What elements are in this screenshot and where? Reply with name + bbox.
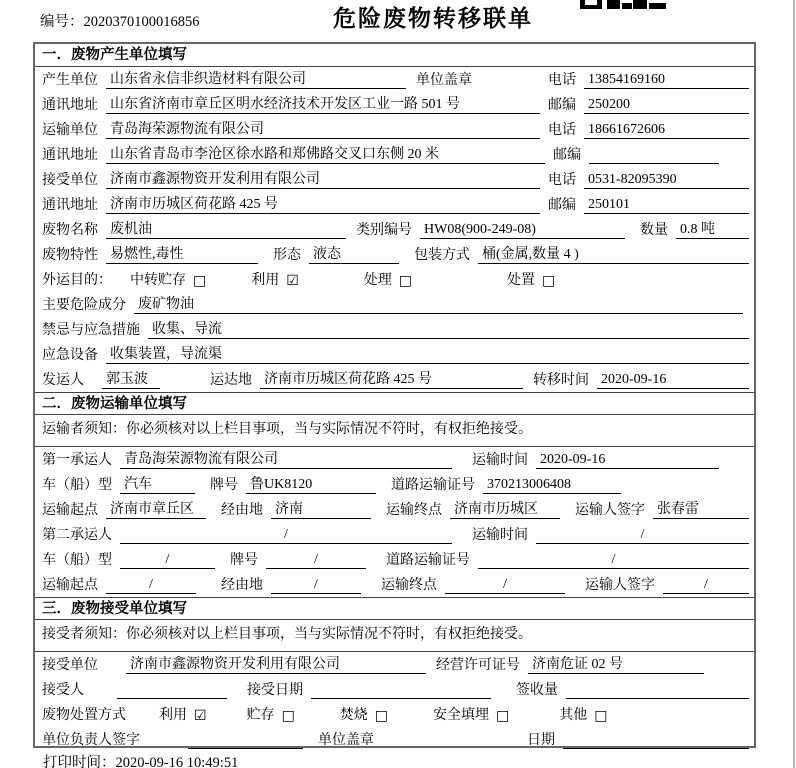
waste-property-label: 废物特性 (42, 248, 98, 263)
producer-address-value: 山东省济南市章丘区明水经济技术开发区工业一路 501 号 (106, 93, 540, 114)
packing-label: 包装方式 (414, 248, 470, 263)
checkbox-unchecked-icon[interactable]: □ (398, 273, 413, 289)
receiver-address-label: 通讯地址 (42, 198, 98, 213)
disposal-method-label: 废物处置方式 (42, 708, 126, 723)
disposal-option-incinerate (340, 704, 388, 724)
disposal-option-storage (247, 704, 295, 724)
disposal-option-recycle (159, 704, 207, 724)
road-license-value: / (478, 552, 749, 569)
checkbox-checked-icon[interactable]: ☑ (194, 708, 207, 724)
row-receiver (35, 167, 754, 192)
carrier-sign-value: 张春雷 (653, 498, 749, 519)
vehicle-type-label: 车（船）型 (42, 478, 112, 493)
accept-unit-value: 济南市鑫源物资开发利用有限公司 (126, 653, 426, 674)
route-end-value: 济南市历城区 (450, 498, 560, 519)
route-via-value: 济南 (271, 498, 371, 519)
row-accept-unit (35, 652, 754, 677)
transporter-address-label: 通讯地址 (42, 148, 98, 163)
checkbox-unchecked-icon[interactable]: □ (193, 273, 207, 289)
section2-title: 二．废物运输单位填写 (35, 392, 754, 415)
section2-notice: 运输者须知：你必须核对以上栏目事项，当与实际情况不符时，有权拒绝接受。 (35, 415, 754, 447)
row-emergency-equipment (35, 342, 754, 367)
producer-seal-label: 单位盖章 (416, 73, 472, 88)
receiver-value: 济南市鑫源物资开发利用有限公司 (106, 168, 540, 189)
receiver-phone-label: 电话 (548, 173, 576, 188)
row-vehicle-1 (35, 472, 754, 497)
vehicle-type-value: 汽车 (120, 473, 195, 494)
row-main-hazard (35, 292, 754, 317)
responsible-sign-label: 单位负责人签字 (42, 733, 140, 748)
row-vehicle-2 (35, 547, 754, 572)
disposal-option-other (559, 704, 607, 724)
plate-value: 鲁UK8120 (246, 473, 376, 494)
transporter-phone-value: 18661672606 (584, 122, 749, 139)
row-transporter (35, 117, 754, 142)
recipient-value (117, 698, 227, 699)
road-license-value: 370213006408 (483, 477, 621, 494)
row-responsible-signature (35, 727, 754, 752)
purpose-option-label: 处理 (363, 273, 392, 288)
first-carrier-label: 第一承运人 (42, 453, 112, 468)
transporter-zip-value (589, 163, 719, 164)
qr-block (585, 0, 597, 5)
received-amount-value (566, 698, 749, 699)
plate-label: 牌号 (210, 478, 238, 493)
row-producer (35, 67, 754, 92)
shipper-value: 郭玉波 (102, 368, 160, 389)
emergency-measures-value: 收集、导流 (148, 318, 749, 339)
route-via-label: 经由地 (221, 503, 263, 518)
transfer-time-label: 转移时间 (533, 373, 589, 388)
receiver-label: 接受单位 (42, 173, 98, 188)
section3-title: 三．废物接受单位填写 (35, 597, 754, 620)
route-via-value: / (271, 577, 361, 594)
purpose-option-recycle (251, 269, 299, 289)
vehicle-type-label: 车（船）型 (42, 553, 112, 568)
checkbox-checked-icon[interactable]: ☑ (286, 273, 299, 289)
operating-license-label: 经营许可证号 (436, 658, 520, 673)
qr-code-fragment-icon (580, 0, 670, 10)
purpose-label: 外运目的： (42, 273, 112, 288)
shipper-label: 发运人 (42, 373, 84, 388)
doc-number-label: 编号： (40, 14, 84, 30)
row-route-1 (35, 497, 754, 522)
second-carrier-label: 第二承运人 (42, 528, 112, 543)
transporter-label: 运输单位 (42, 123, 98, 138)
transport-time-label: 运输时间 (472, 528, 528, 543)
row-transfer-purpose (35, 267, 754, 292)
route-end-label: 运输终点 (381, 578, 437, 593)
destination-value: 济南市历城区荷花路 425 号 (260, 368, 523, 389)
route-end-value: / (445, 577, 565, 594)
carrier-sign-label: 运输人签字 (585, 578, 655, 593)
row-shipper (35, 367, 754, 392)
waste-name-value: 废机油 (106, 218, 346, 239)
row-waste-property (35, 242, 754, 267)
transporter-phone-label: 电话 (548, 123, 576, 138)
disposal-option-label: 安全填埋 (433, 708, 490, 723)
received-amount-label: 签收量 (516, 683, 558, 698)
waste-property-value: 易燃性,毒性 (106, 243, 258, 264)
row-route-2 (35, 572, 754, 597)
purpose-option-label: 处置 (507, 273, 536, 288)
first-carrier-value: 青岛海荣源物流有限公司 (120, 448, 452, 469)
row-recipient (35, 677, 754, 702)
section3-notice: 接受者须知：你必须核对以上栏目事项，当与实际情况不符时，有权拒绝接受。 (35, 620, 754, 652)
row-waste-name (35, 217, 754, 242)
transfer-time-value: 2020-09-16 (597, 372, 749, 389)
row-emergency-measures (35, 317, 754, 342)
page-title: 危险废物转移联单 (333, 5, 533, 31)
purpose-option-dispose (507, 269, 555, 289)
row-second-carrier (35, 522, 754, 547)
waste-name-label: 废物名称 (42, 223, 98, 238)
category-label: 类别编号 (356, 223, 412, 238)
producer-label: 产生单位 (42, 73, 98, 88)
category-value: HW08(900-249-08) (420, 222, 625, 239)
receiver-phone-value: 0531-82095390 (584, 172, 749, 189)
producer-address-label: 通讯地址 (42, 98, 98, 113)
main-hazard-value: 废矿物油 (134, 293, 743, 314)
receiver-address-value: 济南市历城区荷花路 425 号 (106, 193, 540, 214)
accept-date-value (311, 698, 491, 699)
road-license-label: 道路运输证号 (386, 553, 470, 568)
carrier-sign-label: 运输人签字 (575, 503, 645, 518)
transporter-address-value: 山东省青岛市李沧区徐水路和郑佛路交叉口东侧 20 米 (106, 143, 545, 164)
road-license-label: 道路运输证号 (391, 478, 475, 493)
page-edge-line (793, 0, 795, 768)
transport-time-label: 运输时间 (472, 453, 528, 468)
disposal-option-label: 焚烧 (339, 708, 368, 723)
receiver-zip-value: 250101 (584, 197, 749, 214)
vehicle-type-value: / (120, 552, 215, 569)
producer-zip-label: 邮编 (548, 98, 576, 113)
row-first-carrier (35, 447, 754, 472)
transporter-value: 青岛海荣源物流有限公司 (106, 118, 540, 139)
form-value: 液态 (309, 243, 399, 264)
purpose-option-treat (364, 269, 412, 289)
route-via-label: 经由地 (221, 578, 263, 593)
print-time: 打印时间：2020-09-16 10:49:51 (43, 755, 239, 768)
operating-license-value: 济南危证 02 号 (528, 653, 704, 674)
section1-title: 一．废物产生单位填写 (35, 44, 754, 67)
producer-value: 山东省永信非织造材料有限公司 (106, 68, 406, 89)
packing-value: 桶(金属,数量 4 ) (478, 243, 749, 264)
plate-value: / (266, 552, 366, 569)
date-value (563, 748, 749, 749)
route-start-value: / (106, 577, 196, 594)
qr-block (607, 0, 620, 9)
route-start-label: 运输起点 (42, 503, 98, 518)
row-disposal-method (35, 702, 754, 727)
unit-seal-label: 单位盖章 (318, 733, 374, 748)
main-hazard-label: 主要危险成分 (42, 298, 126, 313)
disposal-option-label: 贮存 (246, 708, 275, 723)
disposal-option-landfill (433, 704, 509, 724)
responsible-sign-value (188, 748, 303, 749)
checkbox-unchecked-icon[interactable]: □ (281, 708, 295, 724)
emergency-equipment-label: 应急设备 (42, 348, 98, 363)
purpose-option-label: 中转贮存 (130, 273, 186, 288)
destination-label: 运达地 (210, 373, 252, 388)
plate-label: 牌号 (230, 553, 258, 568)
second-carrier-value: / (120, 527, 452, 544)
checkbox-unchecked-icon[interactable]: □ (594, 708, 608, 724)
row-producer-address (35, 92, 754, 117)
checkbox-unchecked-icon[interactable]: □ (496, 708, 510, 724)
checkbox-unchecked-icon[interactable]: □ (374, 708, 389, 724)
route-start-value: 济南市章丘区 (106, 498, 206, 519)
receiver-zip-label: 邮编 (548, 198, 576, 213)
emergency-equipment-value: 收集装置，导流渠 (106, 343, 749, 364)
route-end-label: 运输终点 (386, 503, 442, 518)
checkbox-unchecked-icon[interactable]: □ (542, 273, 556, 289)
row-transporter-address (35, 142, 754, 167)
manifest-form-table (33, 42, 756, 748)
purpose-option-storage (130, 269, 206, 289)
doc-number (40, 10, 200, 31)
disposal-option-label: 利用 (159, 708, 187, 723)
date-label: 日期 (527, 733, 555, 748)
disposal-option-label: 其他 (559, 708, 588, 723)
doc-number-value: 2020370100016856 (83, 14, 200, 30)
row-receiver-address (35, 192, 754, 217)
quantity-value: 0.8 吨 (676, 218, 749, 239)
quantity-label: 数量 (640, 223, 668, 238)
purpose-option-label: 利用 (251, 273, 280, 288)
qr-block (649, 3, 666, 9)
carrier-sign-value: / (663, 577, 749, 594)
producer-zip-value: 250200 (584, 97, 749, 114)
transport-time-value: 2020-09-16 (536, 452, 719, 469)
qr-block (622, 3, 632, 9)
recipient-label: 接受人 (42, 683, 84, 698)
transport-time-value: / (536, 527, 749, 544)
producer-phone-value: 13854169160 (584, 72, 749, 89)
accept-unit-label: 接受单位 (42, 658, 98, 673)
qr-block (633, 0, 647, 9)
form-label: 形态 (273, 248, 301, 263)
emergency-measures-label: 禁忌与应急措施 (42, 323, 140, 338)
producer-phone-label: 电话 (548, 73, 576, 88)
accept-date-label: 接受日期 (247, 683, 303, 698)
transporter-zip-label: 邮编 (553, 148, 581, 163)
route-start-label: 运输起点 (42, 578, 98, 593)
